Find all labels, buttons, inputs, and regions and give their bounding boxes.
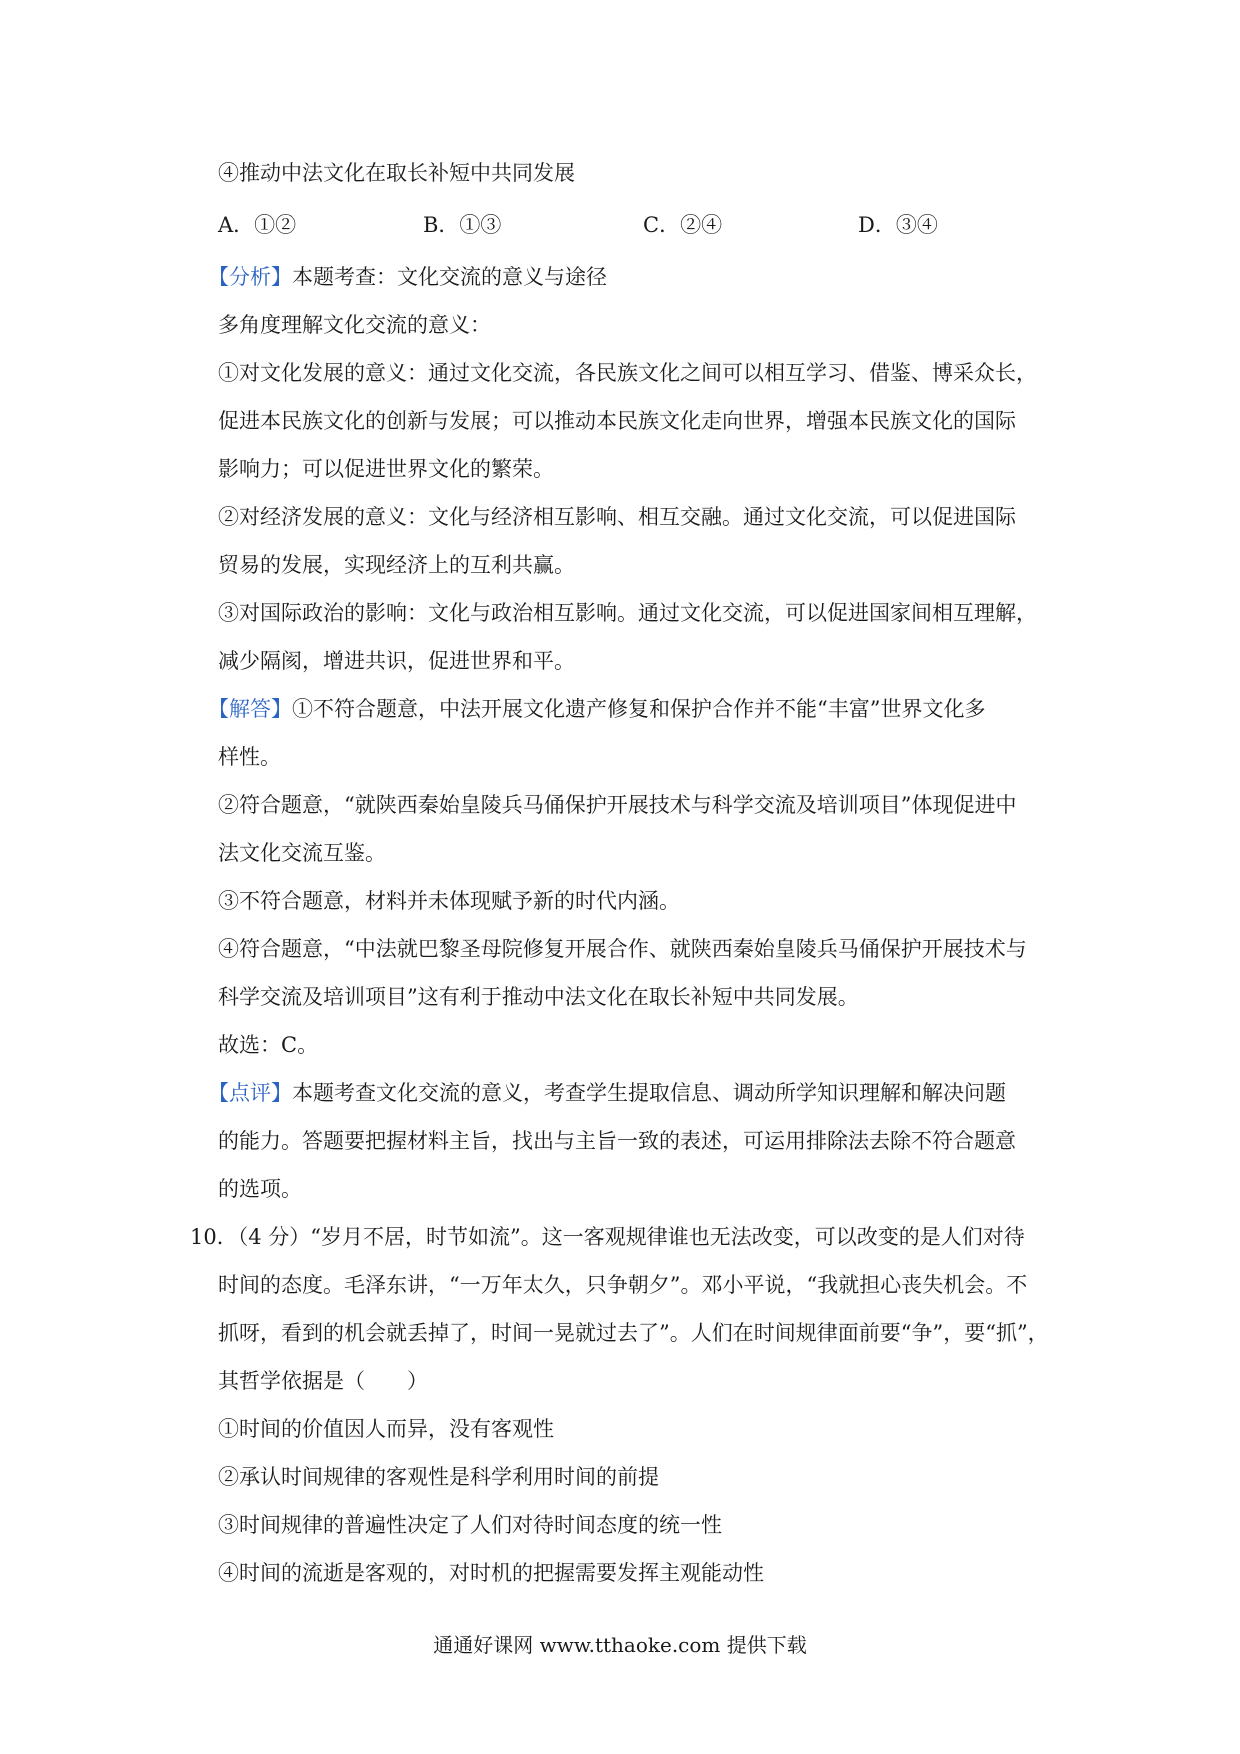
analysis-line: 贸易的发展，实现经济上的互利共赢。 <box>218 553 575 577</box>
analysis-line: 影响力；可以促进世界文化的繁荣。 <box>218 457 554 481</box>
question-stem-line: 其哲学依据是（ ） <box>218 1369 428 1393</box>
analysis-line: 多角度理解文化交流的意义： <box>218 313 491 337</box>
statement-item: ③时间规律的普遍性决定了人们对待时间态度的统一性 <box>218 1513 722 1537</box>
statement-item: ②承认时间规律的客观性是科学利用时间的前提 <box>218 1465 659 1489</box>
answer-line: 科学交流及培训项目”这有利于推动中法文化在取长补短中共同发展。 <box>218 985 859 1009</box>
analysis-line: ①对文化发展的意义：通过文化交流，各民族文化之间可以相互学习、借鉴、博采众长， <box>218 361 1037 385</box>
answer-options <box>218 210 1058 240</box>
option-d: D．③④ <box>858 213 938 237</box>
question-stem-line: 抓呀，看到的机会就丢掉了，时间一晃就过去了”。人们在时间规律面前要“争”，要“抓”， <box>218 1321 1049 1345</box>
answer-heading <box>208 694 1048 724</box>
analysis-line: ②对经济发展的意义：文化与经济相互影响、相互交融。通过文化交流，可以促进国际 <box>218 505 1016 529</box>
question-number: 10． <box>190 1225 238 1249</box>
answer-line: 样性。 <box>218 745 281 769</box>
answer-line: ④符合题意，“中法就巴黎圣母院修复开展合作、就陕西秦始皇陵兵马俑保护开展技术与 <box>218 937 1027 961</box>
analysis-tag: 【分析】 <box>208 265 292 289</box>
answer-line: 法文化交流互鉴。 <box>218 841 386 865</box>
page-footer: 通通好课网 www.tthaoke.com 提供下载 <box>433 1633 807 1657</box>
analysis-line: 促进本民族文化的创新与发展；可以推动本民族文化走向世界，增强本民族文化的国际 <box>218 409 1016 433</box>
comment-line: 的选项。 <box>218 1177 302 1201</box>
statement-item: ①时间的价值因人而异，没有客观性 <box>218 1417 554 1441</box>
statement-4: ④推动中法文化在取长补短中共同发展 <box>218 161 575 185</box>
comment-first-line: 本题考查文化交流的意义，考查学生提取信息、调动所学知识理解和解决问题 <box>292 1081 1006 1105</box>
question-10-first-line <box>190 1222 1025 1252</box>
answer-first-line: ①不符合题意，中法开展文化遗产修复和保护合作并不能“丰富”世界文化多 <box>292 697 986 721</box>
question-stem-line: 时间的态度。毛泽东讲，“一万年太久，只争朝夕”。邓小平说，“我就担心丧失机会。不 <box>218 1273 1028 1297</box>
option-b: B．①③ <box>423 213 502 237</box>
question-stem: （4 分）“岁月不居，时节如流”。这一客观规律谁也无法改变，可以改变的是人们对待 <box>237 1225 1025 1249</box>
comment-heading <box>208 1078 1048 1108</box>
comment-tag: 【点评】 <box>208 1081 292 1105</box>
analysis-line: 减少隔阂，增进共识，促进世界和平。 <box>218 649 575 673</box>
answer-line: ③不符合题意，材料并未体现赋予新的时代内涵。 <box>218 889 680 913</box>
comment-line: 的能力。答题要把握材料主旨，找出与主旨一致的表述，可运用排除法去除不符合题意 <box>218 1129 1016 1153</box>
answer-line: ②符合题意，“就陕西秦始皇陵兵马俑保护开展技术与科学交流及培训项目”体现促进中 <box>218 793 1017 817</box>
option-c: C．②④ <box>643 213 723 237</box>
analysis-text: 本题考查：文化交流的意义与途径 <box>292 265 607 289</box>
analysis-heading <box>208 262 1048 292</box>
option-a: A．①② <box>218 213 297 237</box>
answer-choice: 故选：C。 <box>218 1033 319 1057</box>
answer-tag: 【解答】 <box>208 697 292 721</box>
statement-item: ④时间的流逝是客观的，对时机的把握需要发挥主观能动性 <box>218 1561 764 1585</box>
analysis-line: ③对国际政治的影响：文化与政治相互影响。通过文化交流，可以促进国家间相互理解， <box>218 601 1037 625</box>
